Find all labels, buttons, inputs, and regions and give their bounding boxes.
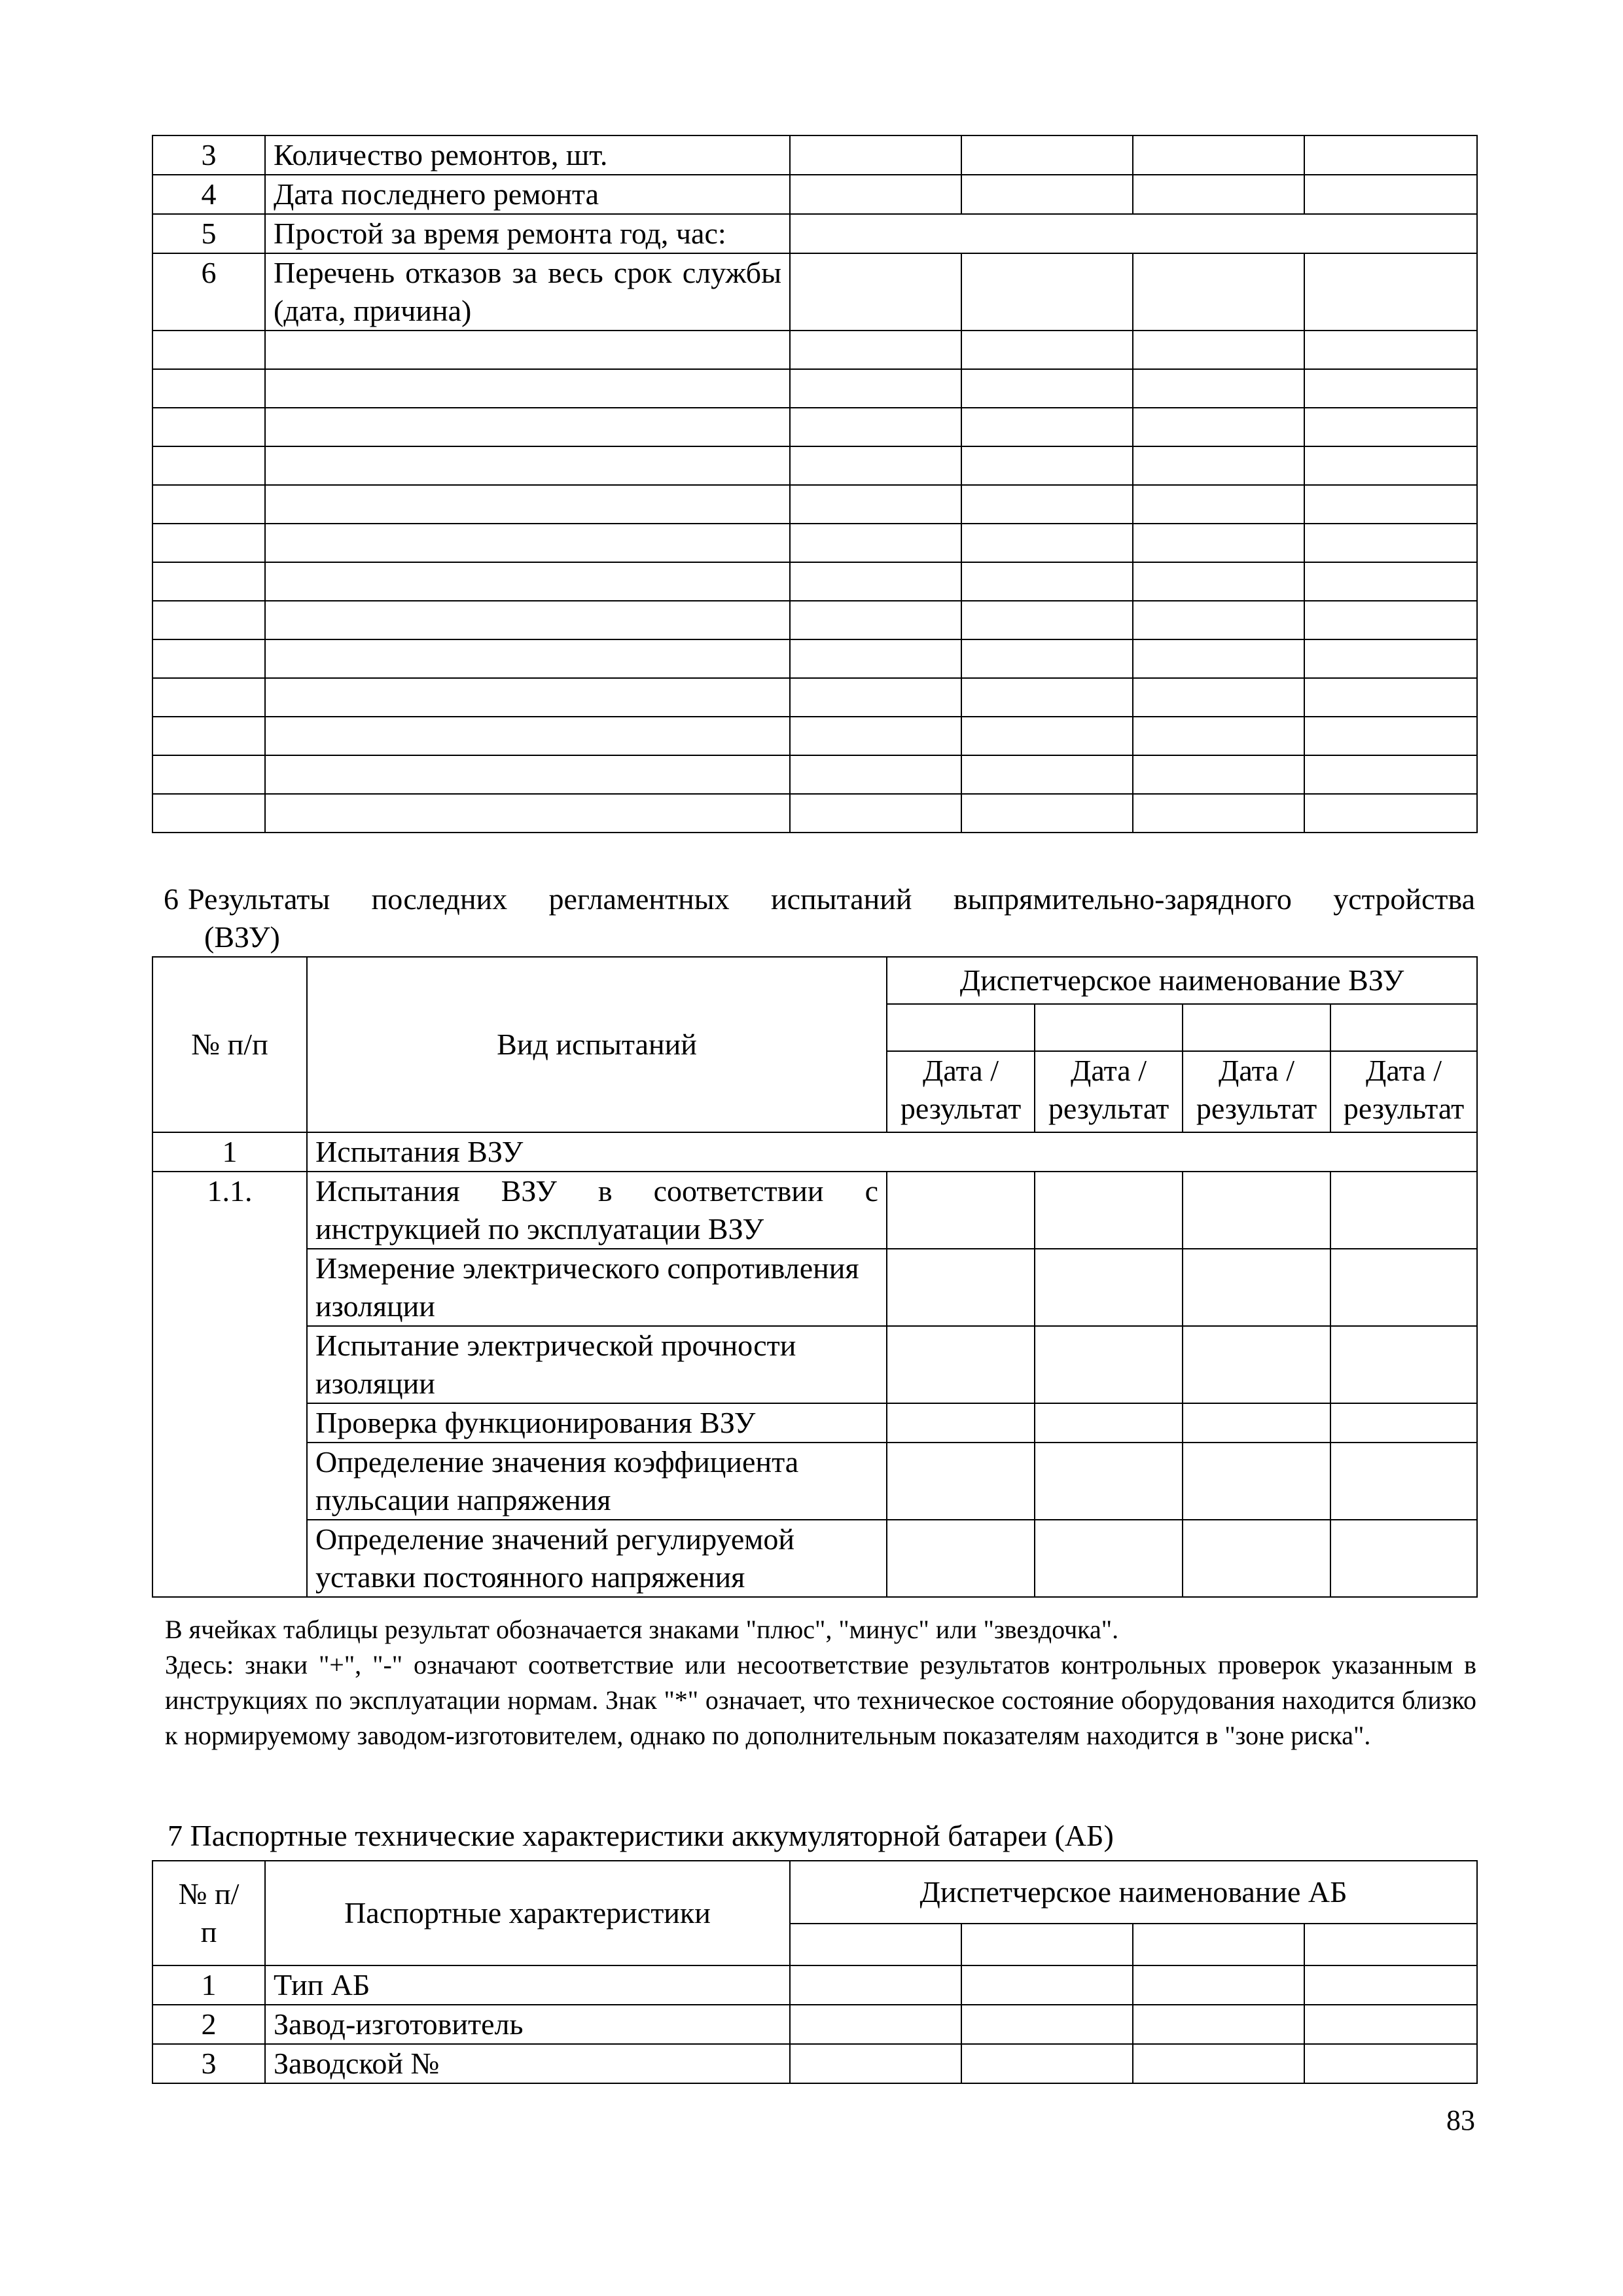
table-row bbox=[152, 253, 1477, 331]
value-cell[interactable] bbox=[961, 2005, 1133, 2044]
dispatch-name-cell[interactable] bbox=[961, 1924, 1133, 1965]
table-row bbox=[152, 214, 1477, 253]
value-cell[interactable] bbox=[1133, 175, 1304, 214]
col-header-dispatch: Диспетчерское наименование АБ bbox=[790, 1861, 1477, 1924]
result-cell[interactable] bbox=[1330, 1326, 1477, 1403]
result-cell[interactable] bbox=[1183, 1249, 1330, 1326]
col-header-type: Вид испытаний bbox=[307, 957, 887, 1132]
row-label: Завод-изготовитель bbox=[265, 2005, 790, 2044]
empty-row[interactable] bbox=[152, 369, 1477, 408]
row-number: 2 bbox=[152, 2005, 265, 2044]
table-header-row bbox=[152, 1861, 1477, 1924]
row-label: Тип АБ bbox=[265, 1965, 790, 2005]
row-number: 4 bbox=[152, 175, 265, 214]
result-cell[interactable] bbox=[887, 1443, 1035, 1520]
row-number: 1 bbox=[152, 1965, 265, 2005]
empty-row[interactable] bbox=[152, 485, 1477, 524]
value-cell[interactable] bbox=[790, 135, 961, 175]
value-cell[interactable] bbox=[1304, 2044, 1477, 2083]
test-label: Испытание электрической прочности изоляции bbox=[307, 1326, 887, 1403]
section-7-heading: 7 Паспортные технические характеристики аккумуляторной батареи (АБ) bbox=[168, 1819, 1114, 1852]
dispatch-name-cell[interactable] bbox=[790, 1924, 961, 1965]
empty-row[interactable] bbox=[152, 331, 1477, 369]
table-row bbox=[152, 1249, 1477, 1326]
empty-row[interactable] bbox=[152, 601, 1477, 639]
note-paragraph: Здесь: знаки "+", "-" означают соответствие или несоответствие результатов контрольных проверок указанным в инструкциях по эксплуатации нормам. Знак "*" означает, что техническое состояние оборудования находится близко к нормируемому заводом-изготовителем, однако по дополнительным показателям находится в "зоне риска". bbox=[165, 1650, 1476, 1750]
result-cell[interactable] bbox=[1183, 1520, 1330, 1597]
col-header-date: Дата / результат bbox=[887, 1051, 1035, 1132]
vzu-tests-table bbox=[152, 956, 1478, 1598]
dispatch-name-cell[interactable] bbox=[1330, 1004, 1477, 1051]
row-number: 1.1. bbox=[152, 1172, 307, 1597]
empty-row[interactable] bbox=[152, 717, 1477, 755]
table-row bbox=[152, 135, 1477, 175]
row-label: Количество ремонтов, шт. bbox=[265, 135, 790, 175]
value-cell[interactable] bbox=[1133, 2044, 1304, 2083]
table-row bbox=[152, 1326, 1477, 1403]
dispatch-name-cell[interactable] bbox=[1035, 1004, 1183, 1051]
table-row bbox=[152, 1172, 1477, 1249]
page-number: 83 bbox=[1446, 2104, 1475, 2136]
empty-row[interactable] bbox=[152, 794, 1477, 833]
table-row bbox=[152, 2044, 1477, 2083]
row-label: Перечень отказов за весь срок службы (дата, причина) bbox=[265, 253, 790, 331]
result-cell[interactable] bbox=[887, 1520, 1035, 1597]
value-cell[interactable] bbox=[1304, 135, 1477, 175]
empty-row[interactable] bbox=[152, 446, 1477, 485]
value-cell[interactable] bbox=[790, 253, 961, 331]
value-cell[interactable] bbox=[1304, 1965, 1477, 2005]
section-title-cont: (ВЗУ) bbox=[204, 920, 280, 954]
table-notes bbox=[165, 1612, 1476, 1753]
table-row bbox=[152, 1132, 1477, 1172]
result-cell[interactable] bbox=[1330, 1520, 1477, 1597]
test-label: Измерение электрического сопротивления изоляции bbox=[307, 1249, 887, 1326]
value-cell[interactable] bbox=[790, 2044, 961, 2083]
test-label: Испытания ВЗУ в соответствии с инструкцией по эксплуатации ВЗУ bbox=[307, 1172, 887, 1249]
value-cell[interactable] bbox=[790, 175, 961, 214]
test-label: Проверка функционирования ВЗУ bbox=[307, 1403, 887, 1443]
col-header-char: Паспортные характеристики bbox=[265, 1861, 790, 1965]
value-cell[interactable] bbox=[1304, 175, 1477, 214]
empty-row[interactable] bbox=[152, 524, 1477, 562]
row-number: 1 bbox=[152, 1132, 307, 1172]
row-number: 3 bbox=[152, 135, 265, 175]
empty-row[interactable] bbox=[152, 755, 1477, 794]
table-row bbox=[152, 1443, 1477, 1520]
value-cell[interactable] bbox=[961, 175, 1133, 214]
row-number: 6 bbox=[152, 253, 265, 331]
table-row bbox=[152, 1520, 1477, 1597]
result-cell[interactable] bbox=[1183, 1172, 1330, 1249]
row-label: Заводской № bbox=[265, 2044, 790, 2083]
result-cell[interactable] bbox=[887, 1172, 1035, 1249]
col-header-date: Дата / результат bbox=[1183, 1051, 1330, 1132]
col-header-date: Дата / результат bbox=[1330, 1051, 1477, 1132]
result-cell[interactable] bbox=[1035, 1172, 1183, 1249]
result-cell[interactable] bbox=[887, 1326, 1035, 1403]
result-cell[interactable] bbox=[1035, 1403, 1183, 1443]
value-cell[interactable] bbox=[1133, 1965, 1304, 2005]
test-label: Определение значения коэффициента пульсации напряжения bbox=[307, 1443, 887, 1520]
value-cell[interactable] bbox=[961, 1965, 1133, 2005]
value-cell[interactable] bbox=[790, 1965, 961, 2005]
table-row bbox=[152, 175, 1477, 214]
battery-table bbox=[152, 1860, 1478, 2084]
result-cell[interactable] bbox=[887, 1403, 1035, 1443]
section-number: 6 bbox=[164, 882, 179, 916]
table-row bbox=[152, 1965, 1477, 2005]
empty-row[interactable] bbox=[152, 562, 1477, 601]
table-header-row bbox=[152, 957, 1477, 1004]
test-label: Определение значений регулируемой уставки постоянного напряжения bbox=[307, 1520, 887, 1597]
result-cell[interactable] bbox=[1330, 1172, 1477, 1249]
result-cell[interactable] bbox=[1035, 1249, 1183, 1326]
table-row bbox=[152, 2005, 1477, 2044]
dispatch-name-cell[interactable] bbox=[1304, 1924, 1477, 1965]
dispatch-name-cell[interactable] bbox=[1183, 1004, 1330, 1051]
value-cell[interactable] bbox=[1133, 2005, 1304, 2044]
result-cell[interactable] bbox=[1330, 1403, 1477, 1443]
value-cell[interactable] bbox=[1304, 253, 1477, 331]
row-number: 5 bbox=[152, 214, 265, 253]
row-label: Простой за время ремонта год, час: bbox=[265, 214, 790, 253]
result-cell[interactable] bbox=[1035, 1520, 1183, 1597]
dispatch-name-cell[interactable] bbox=[887, 1004, 1035, 1051]
note-line: В ячейках таблицы результат обозначается знаками "плюс", "минус" или "звездочка". bbox=[165, 1615, 1119, 1644]
value-cell[interactable] bbox=[961, 253, 1133, 331]
row-number: 3 bbox=[152, 2044, 265, 2083]
col-header-dispatch: Диспетчерское наименование ВЗУ bbox=[887, 957, 1477, 1004]
result-cell[interactable] bbox=[1035, 1326, 1183, 1403]
result-cell[interactable] bbox=[1035, 1443, 1183, 1520]
value-cell[interactable] bbox=[961, 135, 1133, 175]
result-cell[interactable] bbox=[1183, 1403, 1330, 1443]
section-title: Результаты последних регламентных испытаний выпрямительно-зарядного устройства bbox=[188, 882, 1475, 916]
table-row bbox=[152, 1403, 1477, 1443]
row-label: Дата последнего ремонта bbox=[265, 175, 790, 214]
col-header-date: Дата / результат bbox=[1035, 1051, 1183, 1132]
empty-row[interactable] bbox=[152, 639, 1477, 678]
value-cell[interactable] bbox=[790, 2005, 961, 2044]
col-header-num: № п/п bbox=[152, 957, 307, 1132]
result-cell[interactable] bbox=[1330, 1443, 1477, 1520]
value-cell-merged[interactable] bbox=[790, 214, 1477, 253]
value-cell[interactable] bbox=[1133, 253, 1304, 331]
value-cell[interactable] bbox=[1133, 135, 1304, 175]
col-header-num: № п/п bbox=[152, 1861, 265, 1965]
dispatch-name-cell[interactable] bbox=[1133, 1924, 1304, 1965]
empty-row[interactable] bbox=[152, 678, 1477, 717]
section-6-heading bbox=[164, 880, 1475, 956]
result-cell[interactable] bbox=[1330, 1249, 1477, 1326]
value-cell[interactable] bbox=[1304, 2005, 1477, 2044]
result-cell[interactable] bbox=[887, 1249, 1035, 1326]
value-cell[interactable] bbox=[961, 2044, 1133, 2083]
repair-table bbox=[152, 135, 1478, 833]
result-cell[interactable] bbox=[1183, 1443, 1330, 1520]
empty-row[interactable] bbox=[152, 408, 1477, 446]
row-label: Испытания ВЗУ bbox=[307, 1132, 1477, 1172]
result-cell[interactable] bbox=[1183, 1326, 1330, 1403]
